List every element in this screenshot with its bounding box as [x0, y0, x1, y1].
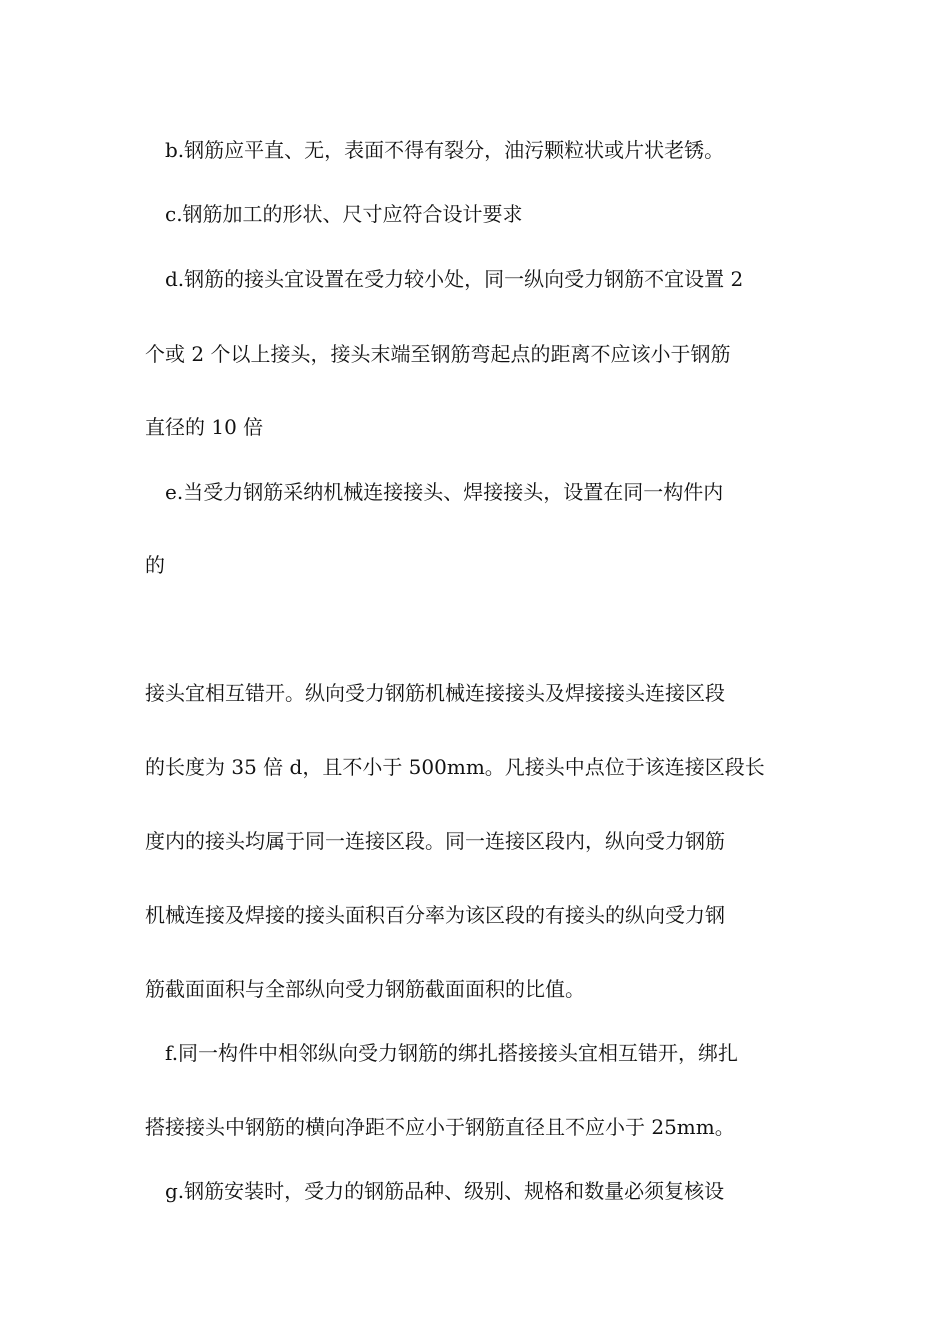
paragraph-d-line-1: d.钢筋的接头宜设置在受力较小处，同一纵向受力钢筋不宜设置 2	[165, 267, 744, 291]
paragraph-e-line-6: 机械连接及焊接的接头面积百分率为该区段的有接头的纵向受力钢	[145, 903, 725, 927]
paragraph-d-line-2: 个或 2 个以上接头，接头末端至钢筋弯起点的距离不应该小于钢筋	[145, 342, 731, 366]
paragraph-d-line-3: 直径的 10 倍	[145, 415, 264, 439]
paragraph-f-line-2: 搭接接头中钢筋的横向净距不应小于钢筋直径且不应小于 25mm。	[145, 1115, 735, 1139]
paragraph-g-line-1: g.钢筋安装时，受力的钢筋品种、级别、规格和数量必须复核设	[165, 1179, 725, 1203]
paragraph-e-line-5: 度内的接头均属于同一连接区段。同一连接区段内，纵向受力钢筋	[145, 829, 725, 853]
paragraph-e-line-7: 筋截面面积与全部纵向受力钢筋截面面积的比值。	[145, 977, 585, 1001]
paragraph-e-line-1: e.当受力钢筋采纳机械连接接头、焊接接头，设置在同一构件内	[165, 480, 724, 504]
paragraph-e-line-3: 接头宜相互错开。纵向受力钢筋机械连接接头及焊接接头连接区段	[145, 681, 725, 705]
paragraph-e-line-2: 的	[145, 553, 165, 577]
paragraph-e-line-4: 的长度为 35 倍 d，且不小于 500mm。凡接头中点位于该连接区段长	[145, 755, 765, 779]
paragraph-f-line-1: f.同一构件中相邻纵向受力钢筋的绑扎搭接接头宜相互错开，绑扎	[165, 1041, 739, 1065]
paragraph-c: c.钢筋加工的形状、尺寸应符合设计要求	[165, 202, 523, 226]
paragraph-b: b.钢筋应平直、无，表面不得有裂分，油污颗粒状或片状老锈。	[165, 138, 725, 162]
